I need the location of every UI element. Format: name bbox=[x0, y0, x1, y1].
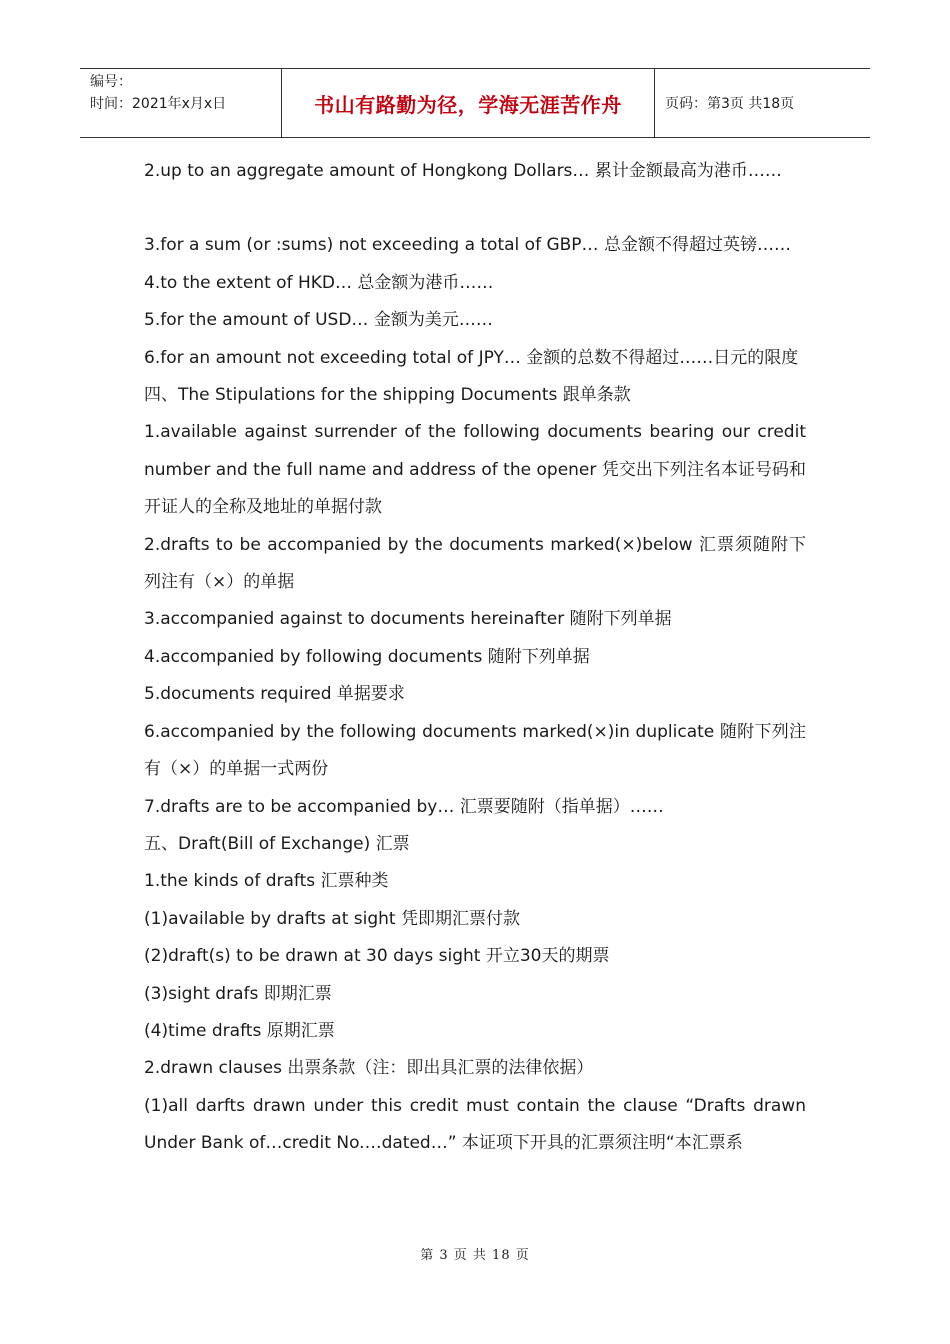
document-date-label: 时间：2021年x月x日 bbox=[90, 96, 227, 112]
body-line: (4)time drafts 原期汇票 bbox=[144, 1020, 335, 1041]
body-line: 6.accompanied by the following documents marked(×)in duplicate 随附下列注有（×）的单据一式两份 bbox=[144, 721, 806, 780]
body-line: 5.for the amount of USD… 金额为美元…… bbox=[144, 310, 493, 331]
document-body bbox=[144, 153, 806, 1163]
body-line: 7.drafts are to be accompanied by… 汇票要随附（指单据）…… bbox=[144, 796, 664, 817]
section-heading: 五、Draft(Bill of Exchange) 汇票 bbox=[144, 833, 410, 854]
body-line: 2.up to an aggregate amount of Hongkong Dollars… 累计金额最高为港币…… bbox=[144, 161, 782, 181]
section-heading: 四、The Stipulations for the shipping Documents 跟单条款 bbox=[144, 385, 631, 406]
page-footer: 第 3 页 共 18 页 bbox=[420, 1248, 530, 1263]
paragraph-gap bbox=[144, 190, 806, 227]
body-line: 3.accompanied against to documents hereinafter 随附下列单据 bbox=[144, 609, 672, 630]
header-meta bbox=[80, 69, 282, 137]
body-line: 4.accompanied by following documents 随附下列单据 bbox=[144, 646, 590, 667]
page-header bbox=[80, 68, 870, 138]
header-motto: 书山有路勤为径，学海无涯苦作舟 bbox=[314, 92, 622, 117]
document-number-label: 编号： bbox=[90, 74, 132, 90]
body-line: (1)available by drafts at sight 凭即期汇票付款 bbox=[144, 908, 520, 929]
body-line: 5.documents required 单据要求 bbox=[144, 684, 405, 705]
body-line: 2.drafts to be accompanied by the documents marked(×)below 汇票须随附下列注有（×）的单据 bbox=[144, 534, 806, 593]
body-line: 4.to the extent of HKD… 总金额为港币…… bbox=[144, 272, 494, 293]
header-motto-cell bbox=[282, 69, 655, 137]
body-line: (1)all darfts drawn under this credit must contain the clause “Drafts drawn Under Bank of…credit No.…dated…” 本证项下开具的汇票须注明“本汇票系 bbox=[144, 1095, 806, 1154]
body-line: 1.available against surrender of the following documents bearing our credit number and the full name and address of the opener 凭交出下列注名本证号码和开证人的全称及地址的单据付款 bbox=[144, 422, 806, 518]
body-line: (2)draft(s) to be drawn at 30 days sight 开立30天的期票 bbox=[144, 946, 610, 967]
body-line: 2.drawn clauses 出票条款（注：即出具汇票的法律依据） bbox=[144, 1058, 594, 1079]
body-line: 1.the kinds of drafts 汇票种类 bbox=[144, 871, 389, 892]
body-line: 6.for an amount not exceeding total of JPY… 金额的总数不得超过……日元的限度 bbox=[144, 347, 799, 368]
header-page-info: 页码：第3页 共18页 bbox=[665, 96, 795, 112]
body-line: 3.for a sum (or :sums) not exceeding a total of GBP… 总金额不得超过英镑…… bbox=[144, 235, 791, 256]
body-line: (3)sight drafs 即期汇票 bbox=[144, 983, 332, 1004]
